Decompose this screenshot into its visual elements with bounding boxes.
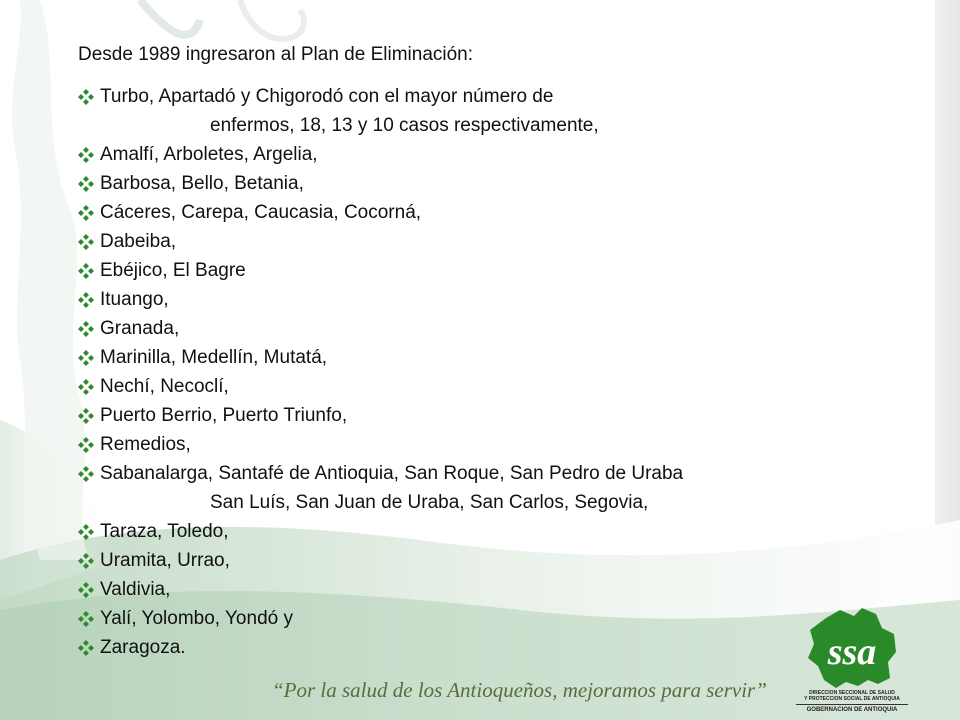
list-item — [78, 227, 938, 256]
four-diamond-bullet-icon — [78, 459, 100, 488]
list-item — [78, 430, 938, 459]
list-item — [78, 546, 938, 575]
four-diamond-bullet-icon — [78, 82, 100, 111]
list-item — [78, 256, 938, 285]
list-item-text: Zaragoza. — [100, 637, 186, 658]
four-diamond-bullet-icon — [78, 633, 100, 662]
org-line-1: DIRECCION SECCIONAL DE SALUD — [809, 690, 895, 696]
four-diamond-bullet-icon — [78, 314, 100, 343]
organization-caption — [796, 690, 908, 714]
list-item — [78, 343, 938, 372]
list-item-text: Ebéjico, El Bagre — [100, 260, 246, 281]
list-item-text: Amalfí, Arboletes, Argelia, — [100, 144, 318, 165]
four-diamond-bullet-icon — [78, 575, 100, 604]
list-item-text: Turbo, Apartadó y Chigorodó con el mayor número de — [100, 86, 554, 107]
four-diamond-bullet-icon — [78, 285, 100, 314]
four-diamond-bullet-icon — [78, 372, 100, 401]
four-diamond-bullet-icon — [78, 517, 100, 546]
list-item — [78, 314, 938, 343]
list-item-text: Taraza, Toledo, — [100, 521, 229, 542]
four-diamond-bullet-icon — [78, 169, 100, 198]
list-item-text: Yalí, Yolombo, Yondó y — [100, 608, 293, 629]
four-diamond-bullet-icon — [78, 140, 100, 169]
four-diamond-bullet-icon — [78, 198, 100, 227]
svg-text:ssa: ssa — [827, 631, 877, 673]
list-item-text: Uramita, Urrao, — [100, 550, 230, 571]
four-diamond-bullet-icon — [78, 256, 100, 285]
list-item — [78, 82, 938, 140]
four-diamond-bullet-icon — [78, 604, 100, 633]
list-item — [78, 169, 938, 198]
list-item-text: Barbosa, Bello, Betania, — [100, 173, 304, 194]
list-item-continuation: enfermos, 18, 13 y 10 casos respectivamente, — [210, 115, 599, 136]
four-diamond-bullet-icon — [78, 401, 100, 430]
list-item — [78, 517, 938, 546]
list-item-text: Cáceres, Carepa, Caucasia, Cocorná, — [100, 202, 422, 223]
list-item-text: Remedios, — [100, 434, 191, 455]
list-item — [78, 285, 938, 314]
list-item-continuation: San Luís, San Juan de Uraba, San Carlos, Segovia, — [210, 492, 649, 513]
four-diamond-bullet-icon — [78, 430, 100, 459]
org-line-3: GOBERNACION DE ANTIOQUIA — [796, 704, 908, 714]
slogan: “Por la salud de los Antioqueños, mejoramos para servir” — [272, 678, 767, 702]
four-diamond-bullet-icon — [78, 546, 100, 575]
main-content — [78, 40, 938, 662]
org-line-2: Y PROTECCION SOCIAL DE ANTIOQUIA — [804, 696, 900, 702]
four-diamond-bullet-icon — [78, 343, 100, 372]
list-item — [78, 140, 938, 169]
list-item-text: Ituango, — [100, 289, 169, 310]
municipality-list — [78, 82, 938, 662]
list-item-text: Marinilla, Medellín, Mutatá, — [100, 347, 328, 368]
list-item-text: Puerto Berrio, Puerto Triunfo, — [100, 405, 348, 426]
list-item-text: Sabanalarga, Santafé de Antioquia, San Roque, San Pedro de Uraba — [100, 463, 684, 484]
list-item — [78, 401, 938, 430]
heading: Desde 1989 ingresaron al Plan de Eliminación: — [78, 44, 474, 65]
list-item — [78, 459, 938, 517]
list-item-text: Granada, — [100, 318, 180, 339]
list-item-text: Nechí, Necoclí, — [100, 376, 229, 397]
list-item — [78, 372, 938, 401]
list-item — [78, 198, 938, 227]
list-item-text: Valdivia, — [100, 579, 171, 600]
list-item-text: Dabeiba, — [100, 231, 177, 252]
four-diamond-bullet-icon — [78, 227, 100, 256]
